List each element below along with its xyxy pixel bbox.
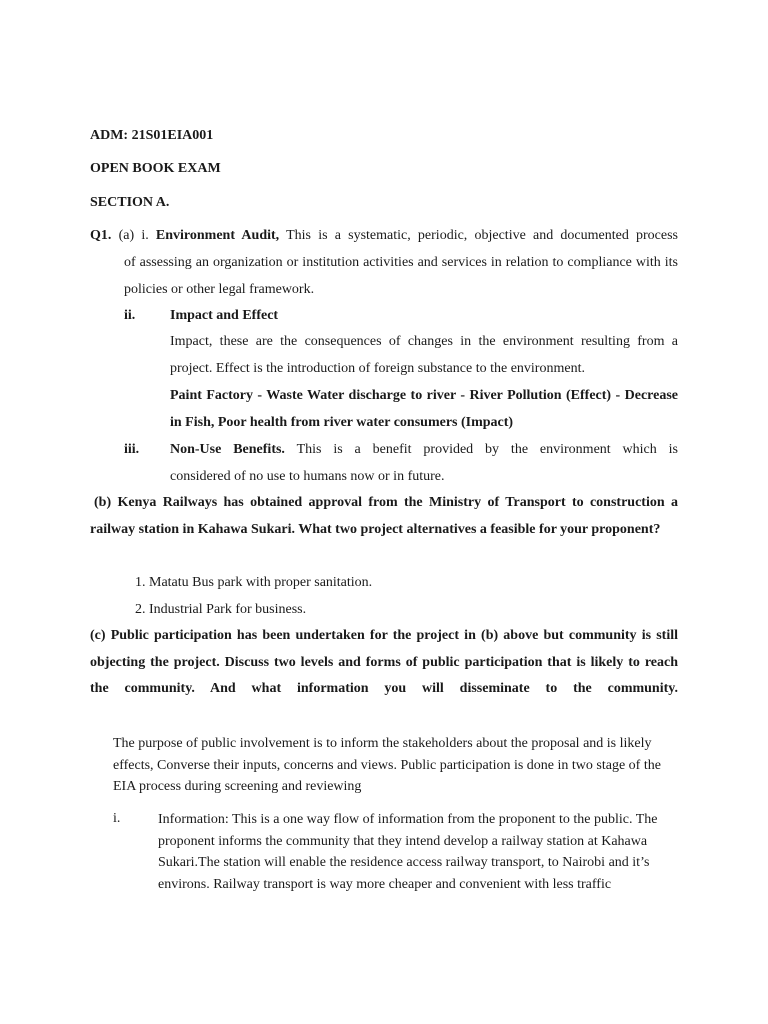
adm-number: ADM: 21S01EIA001	[90, 128, 214, 143]
environment-audit-definition-start: This is a systematic, periodic, objective and documented process	[279, 228, 679, 243]
q1-a-i-line1	[90, 223, 678, 250]
part-a-label: (a) i.	[118, 228, 149, 243]
impact-effect-text: Impact, these are the consequences of changes in the environment resulting from a project. Effect is the introduction of foreign substance to the environment.	[170, 334, 678, 376]
environment-audit-definition-rest: of assessing an organization or institution activities and services in relation to compliance with its policies or other legal framework.	[124, 255, 678, 297]
non-use-benefits-line1	[170, 437, 678, 464]
item-ii-number: ii.	[124, 308, 136, 323]
information-paragraph: Information: This is a one way flow of information from the proponent to the public. The proponent informs the community that they intend develop a railway station at Kahawa Sukari.The station will enable the residence access railway transport, to Nairobi and it’s environs. Railway transport is way more cheaper and convenient with less traffic	[158, 812, 658, 892]
section-heading: SECTION A.	[90, 195, 170, 210]
item-iii-number: iii.	[124, 442, 140, 457]
non-use-benefits-text-end: considered of no use to humans now or in future.	[170, 469, 445, 484]
non-use-benefits-text-start: This is a benefit provided by the environment which is	[284, 442, 678, 457]
public-involvement-paragraph: The purpose of public involvement is to inform the stakeholders about the proposal and is likely effects, Converse their inputs, concerns and views. Public participation is done in two stage of the EIA process during screening and reviewing	[113, 736, 661, 794]
non-use-benefits-term: Non-Use Benefits.	[170, 442, 285, 457]
alternative-1: 1. Matatu Bus park with proper sanitation.	[135, 575, 373, 590]
part-c-question: (c) Public participation has been undertaken for the project in (b) above but community is still objecting the project. Discuss two levels and forms of public participation that is likely to reach the community. And what information you will disseminate to the community.	[90, 628, 678, 697]
environment-audit-term: Environment Audit,	[155, 228, 280, 243]
impact-effect-example: Paint Factory - Waste Water discharge to river - River Pollution (Effect) - Decrease in Fish, Poor health from river water consumers (Impact)	[170, 388, 678, 430]
alternative-2: 2. Industrial Park for business.	[135, 602, 307, 617]
q1-label: Q1.	[90, 228, 112, 243]
exam-title: OPEN BOOK EXAM	[90, 161, 221, 176]
part-b-question: (b) Kenya Railways has obtained approval from the Ministry of Transport to construction a railway station in Kahawa Sukari. What two project alternatives a feasible for your proponent?	[90, 495, 678, 537]
item-i-number: i.	[113, 811, 121, 826]
impact-effect-title: Impact and Effect	[170, 308, 279, 323]
